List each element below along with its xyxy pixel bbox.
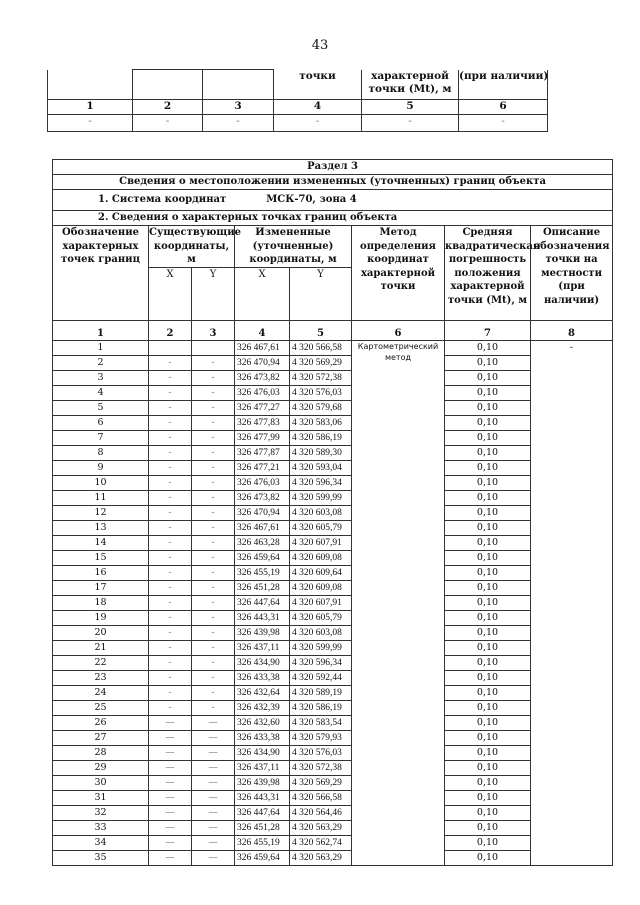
point-id: 12 <box>53 506 149 521</box>
coord-system-value: МСК-70, зона 4 <box>266 194 357 206</box>
existing-x: - <box>149 401 192 416</box>
header-y: Y <box>192 268 235 321</box>
existing-x: - <box>149 701 192 716</box>
point-id: 33 <box>53 821 149 836</box>
error-value: 0,10 <box>445 821 531 836</box>
table-row <box>53 596 613 611</box>
existing-y: - <box>192 446 235 461</box>
changed-x: 326 470,94 <box>235 356 290 371</box>
existing-x: - <box>149 416 192 431</box>
error-value: 0,10 <box>445 371 531 386</box>
section-title: Раздел 3 <box>53 160 613 175</box>
changed-x: 326 437,11 <box>235 761 290 776</box>
existing-x: - <box>149 506 192 521</box>
changed-y: 4 320 586,19 <box>290 701 352 716</box>
coord-system-row <box>53 190 613 211</box>
point-id: 5 <box>53 401 149 416</box>
existing-x: - <box>149 641 192 656</box>
table-row <box>53 851 613 866</box>
changed-y: 4 320 589,30 <box>290 446 352 461</box>
existing-y: - <box>192 386 235 401</box>
point-id: 25 <box>53 701 149 716</box>
error-value: 0,10 <box>445 386 531 401</box>
section-3-table <box>52 159 613 866</box>
point-id: 31 <box>53 791 149 806</box>
existing-y: - <box>192 596 235 611</box>
point-id: 19 <box>53 611 149 626</box>
point-id: 4 <box>53 386 149 401</box>
col-number: 4 <box>274 100 362 115</box>
table-row <box>53 386 613 401</box>
error-value: 0,10 <box>445 431 531 446</box>
changed-y: 4 320 569,29 <box>290 776 352 791</box>
changed-x: 326 443,31 <box>235 611 290 626</box>
changed-y: 4 320 609,08 <box>290 551 352 566</box>
col-number: 5 <box>362 100 459 115</box>
changed-y: 4 320 603,08 <box>290 506 352 521</box>
table-row <box>53 776 613 791</box>
table-row <box>53 731 613 746</box>
existing-y: — <box>192 761 235 776</box>
existing-x: - <box>149 581 192 596</box>
changed-y: 4 320 563,29 <box>290 821 352 836</box>
error-value: 0,10 <box>445 656 531 671</box>
cell: - <box>459 115 548 132</box>
existing-y: - <box>192 491 235 506</box>
changed-x: 326 470,94 <box>235 506 290 521</box>
existing-y: - <box>192 461 235 476</box>
existing-x: - <box>149 686 192 701</box>
header-error: Средняя квадратическая погрешность положения характерной точки (Mt), м <box>445 226 531 321</box>
error-value: 0,10 <box>445 851 531 866</box>
existing-y: - <box>192 566 235 581</box>
changed-x: 326 455,19 <box>235 836 290 851</box>
existing-x: - <box>149 386 192 401</box>
error-value: 0,10 <box>445 611 531 626</box>
existing-x: — <box>149 776 192 791</box>
table-row <box>53 536 613 551</box>
changed-y: 4 320 572,38 <box>290 761 352 776</box>
error-value: 0,10 <box>445 341 531 356</box>
changed-x: 326 432,64 <box>235 686 290 701</box>
changed-x: 326 439,98 <box>235 776 290 791</box>
point-id: 29 <box>53 761 149 776</box>
col-number: 1 <box>48 100 133 115</box>
changed-y: 4 320 569,29 <box>290 356 352 371</box>
error-value: 0,10 <box>445 356 531 371</box>
col-number: 8 <box>531 321 613 341</box>
point-id: 7 <box>53 431 149 446</box>
col-number: 4 <box>235 321 290 341</box>
header-cell: точки <box>274 70 362 100</box>
existing-y: — <box>192 836 235 851</box>
point-id: 23 <box>53 671 149 686</box>
point-id: 17 <box>53 581 149 596</box>
existing-y: - <box>192 551 235 566</box>
error-value: 0,10 <box>445 716 531 731</box>
existing-x: - <box>149 521 192 536</box>
existing-y: — <box>192 746 235 761</box>
error-value: 0,10 <box>445 476 531 491</box>
section-subtitle: Сведения о местоположении измененных (уточненных) границ объекта <box>53 175 613 190</box>
point-id: 2 <box>53 356 149 371</box>
point-id: 1 <box>53 341 149 356</box>
col-number: 6 <box>352 321 445 341</box>
error-value: 0,10 <box>445 701 531 716</box>
changed-x: 326 463,28 <box>235 536 290 551</box>
error-value: 0,10 <box>445 506 531 521</box>
changed-x: 326 432,60 <box>235 716 290 731</box>
changed-x: 326 477,83 <box>235 416 290 431</box>
cell: - <box>203 115 274 132</box>
changed-y: 4 320 563,29 <box>290 851 352 866</box>
table-row <box>53 656 613 671</box>
coord-system-label: 1. Система координат <box>98 194 227 206</box>
table-row <box>53 641 613 656</box>
changed-x: 326 459,64 <box>235 551 290 566</box>
table-row <box>53 461 613 476</box>
changed-y: 4 320 603,08 <box>290 626 352 641</box>
error-value: 0,10 <box>445 626 531 641</box>
existing-y: - <box>192 416 235 431</box>
existing-x: - <box>149 536 192 551</box>
error-value: 0,10 <box>445 536 531 551</box>
header-point: Обозначение характерных точек границ <box>53 226 149 321</box>
changed-x: 326 433,38 <box>235 671 290 686</box>
point-id: 27 <box>53 731 149 746</box>
point-id: 32 <box>53 806 149 821</box>
header-x: X <box>149 268 192 321</box>
table-row <box>53 686 613 701</box>
table-row <box>53 806 613 821</box>
table-row <box>53 761 613 776</box>
col-number: 3 <box>203 100 274 115</box>
existing-y: — <box>192 731 235 746</box>
table-row <box>53 746 613 761</box>
point-id: 21 <box>53 641 149 656</box>
table-row <box>53 626 613 641</box>
cell: - <box>362 115 459 132</box>
header-cell: (при наличии) <box>459 70 548 100</box>
existing-y: - <box>192 401 235 416</box>
table-row <box>53 611 613 626</box>
cell: - <box>133 115 203 132</box>
header-method: Метод определения координат характерной точки <box>352 226 445 321</box>
changed-y: 4 320 596,34 <box>290 476 352 491</box>
points-label: 2. Сведения о характерных точках границ объекта <box>53 211 613 226</box>
error-value: 0,10 <box>445 731 531 746</box>
page-number: 43 <box>311 38 329 53</box>
table-row <box>53 551 613 566</box>
existing-y: - <box>192 686 235 701</box>
existing-y: - <box>192 656 235 671</box>
existing-x: - <box>149 431 192 446</box>
existing-y: — <box>192 716 235 731</box>
changed-y: 4 320 609,08 <box>290 581 352 596</box>
point-id: 10 <box>53 476 149 491</box>
table-row <box>53 401 613 416</box>
point-id: 18 <box>53 596 149 611</box>
changed-x: 326 434,90 <box>235 746 290 761</box>
table-row <box>53 581 613 596</box>
existing-x: - <box>149 476 192 491</box>
table-row <box>53 671 613 686</box>
existing-x: - <box>149 626 192 641</box>
changed-y: 4 320 583,54 <box>290 716 352 731</box>
changed-x: 326 451,28 <box>235 581 290 596</box>
point-id: 22 <box>53 656 149 671</box>
changed-x: 326 443,31 <box>235 791 290 806</box>
changed-y: 4 320 607,91 <box>290 536 352 551</box>
changed-y: 4 320 599,99 <box>290 641 352 656</box>
existing-y: - <box>192 701 235 716</box>
table-row <box>53 566 613 581</box>
existing-x: - <box>149 371 192 386</box>
existing-y <box>192 341 235 356</box>
changed-x: 326 477,27 <box>235 401 290 416</box>
error-value: 0,10 <box>445 416 531 431</box>
changed-y: 4 320 589,19 <box>290 686 352 701</box>
error-value: 0,10 <box>445 641 531 656</box>
table-row <box>53 791 613 806</box>
changed-y: 4 320 566,58 <box>290 791 352 806</box>
changed-x: 326 459,64 <box>235 851 290 866</box>
error-value: 0,10 <box>445 491 531 506</box>
existing-y: - <box>192 611 235 626</box>
header-description: Описание обозначения точки на местности (при наличии) <box>531 226 613 321</box>
point-id: 35 <box>53 851 149 866</box>
existing-y: — <box>192 851 235 866</box>
error-value: 0,10 <box>445 791 531 806</box>
error-value: 0,10 <box>445 566 531 581</box>
existing-x: — <box>149 761 192 776</box>
error-value: 0,10 <box>445 551 531 566</box>
table-row <box>53 371 613 386</box>
point-id: 28 <box>53 746 149 761</box>
point-id: 6 <box>53 416 149 431</box>
changed-y: 4 320 599,99 <box>290 491 352 506</box>
table-row <box>53 416 613 431</box>
existing-y: - <box>192 431 235 446</box>
existing-x: - <box>149 461 192 476</box>
changed-x: 326 447,64 <box>235 596 290 611</box>
existing-x: - <box>149 671 192 686</box>
table-row <box>53 506 613 521</box>
changed-x: 326 455,19 <box>235 566 290 581</box>
point-id: 3 <box>53 371 149 386</box>
point-id: 16 <box>53 566 149 581</box>
existing-x: — <box>149 791 192 806</box>
changed-x: 326 447,64 <box>235 806 290 821</box>
existing-y: — <box>192 806 235 821</box>
changed-y: 4 320 586,19 <box>290 431 352 446</box>
existing-y: - <box>192 581 235 596</box>
error-value: 0,10 <box>445 761 531 776</box>
existing-x: — <box>149 746 192 761</box>
changed-x: 326 476,03 <box>235 386 290 401</box>
changed-x: 326 477,99 <box>235 431 290 446</box>
error-value: 0,10 <box>445 806 531 821</box>
error-value: 0,10 <box>445 581 531 596</box>
table-row <box>53 491 613 506</box>
changed-y: 4 320 572,38 <box>290 371 352 386</box>
existing-y: - <box>192 356 235 371</box>
header-cell <box>48 70 133 100</box>
existing-y: - <box>192 476 235 491</box>
existing-x: - <box>149 596 192 611</box>
changed-x: 326 473,82 <box>235 371 290 386</box>
col-number: 6 <box>459 100 548 115</box>
existing-x: — <box>149 716 192 731</box>
changed-y: 4 320 576,03 <box>290 386 352 401</box>
existing-x: — <box>149 821 192 836</box>
error-value: 0,10 <box>445 836 531 851</box>
table-row <box>53 476 613 491</box>
error-value: 0,10 <box>445 746 531 761</box>
header-cell: характерной точки (Mt), м <box>362 70 459 100</box>
existing-y: - <box>192 641 235 656</box>
existing-x: - <box>149 611 192 626</box>
point-id: 26 <box>53 716 149 731</box>
error-value: 0,10 <box>445 446 531 461</box>
changed-y: 4 320 583,06 <box>290 416 352 431</box>
error-value: 0,10 <box>445 521 531 536</box>
point-id: 14 <box>53 536 149 551</box>
error-value: 0,10 <box>445 401 531 416</box>
changed-y: 4 320 596,34 <box>290 656 352 671</box>
changed-y: 4 320 607,91 <box>290 596 352 611</box>
description-cell: - <box>531 341 613 866</box>
point-id: 8 <box>53 446 149 461</box>
table-row <box>53 431 613 446</box>
existing-x <box>149 341 192 356</box>
existing-y: — <box>192 776 235 791</box>
error-value: 0,10 <box>445 776 531 791</box>
table-row <box>53 821 613 836</box>
existing-y: - <box>192 506 235 521</box>
header-changed-coords: Измененные (уточненные) координаты, м <box>235 226 352 268</box>
changed-x: 326 434,90 <box>235 656 290 671</box>
table-row <box>53 356 613 371</box>
existing-x: - <box>149 446 192 461</box>
header-cell <box>133 70 203 100</box>
existing-x: — <box>149 806 192 821</box>
existing-x: - <box>149 356 192 371</box>
error-value: 0,10 <box>445 596 531 611</box>
existing-y: - <box>192 626 235 641</box>
changed-x: 326 473,82 <box>235 491 290 506</box>
point-id: 13 <box>53 521 149 536</box>
changed-y: 4 320 605,79 <box>290 611 352 626</box>
error-value: 0,10 <box>445 686 531 701</box>
changed-x: 326 451,28 <box>235 821 290 836</box>
header-x: X <box>235 268 290 321</box>
col-number: 7 <box>445 321 531 341</box>
cell: - <box>274 115 362 132</box>
existing-y: - <box>192 536 235 551</box>
existing-y: - <box>192 521 235 536</box>
point-id: 20 <box>53 626 149 641</box>
point-id: 15 <box>53 551 149 566</box>
changed-y: 4 320 579,68 <box>290 401 352 416</box>
changed-x: 326 437,11 <box>235 641 290 656</box>
changed-y: 4 320 593,04 <box>290 461 352 476</box>
existing-y: — <box>192 821 235 836</box>
col-number: 5 <box>290 321 352 341</box>
changed-y: 4 320 605,79 <box>290 521 352 536</box>
changed-y: 4 320 592,44 <box>290 671 352 686</box>
table-row <box>53 836 613 851</box>
existing-x: - <box>149 566 192 581</box>
existing-y: — <box>192 791 235 806</box>
changed-y: 4 320 564,46 <box>290 806 352 821</box>
existing-x: - <box>149 656 192 671</box>
changed-x: 326 477,87 <box>235 446 290 461</box>
col-number: 2 <box>133 100 203 115</box>
header-existing-coords: Существующие координаты, м <box>149 226 235 268</box>
changed-y: 4 320 576,03 <box>290 746 352 761</box>
changed-x: 326 433,38 <box>235 731 290 746</box>
previous-table-fragment <box>47 69 548 132</box>
existing-x: - <box>149 551 192 566</box>
method-cell: Картометрический метод <box>352 341 445 866</box>
point-id: 24 <box>53 686 149 701</box>
col-number: 2 <box>149 321 192 341</box>
changed-y: 4 320 579,93 <box>290 731 352 746</box>
existing-x: — <box>149 731 192 746</box>
changed-x: 326 467,61 <box>235 521 290 536</box>
existing-y: - <box>192 371 235 386</box>
changed-x: 326 477,21 <box>235 461 290 476</box>
point-id: 34 <box>53 836 149 851</box>
header-y: Y <box>290 268 352 321</box>
col-number: 3 <box>192 321 235 341</box>
changed-x: 326 432,39 <box>235 701 290 716</box>
existing-y: - <box>192 671 235 686</box>
table-row <box>53 701 613 716</box>
point-id: 30 <box>53 776 149 791</box>
changed-x: 326 476,03 <box>235 476 290 491</box>
changed-x: 326 467,61 <box>235 341 290 356</box>
col-number: 1 <box>53 321 149 341</box>
changed-y: 4 320 609,64 <box>290 566 352 581</box>
existing-x: — <box>149 851 192 866</box>
header-cell <box>203 70 274 100</box>
table-row <box>53 341 613 356</box>
changed-x: 326 439,98 <box>235 626 290 641</box>
existing-x: - <box>149 491 192 506</box>
point-id: 9 <box>53 461 149 476</box>
table-row <box>53 716 613 731</box>
existing-x: — <box>149 836 192 851</box>
point-id: 11 <box>53 491 149 506</box>
changed-y: 4 320 562,74 <box>290 836 352 851</box>
changed-y: 4 320 566,58 <box>290 341 352 356</box>
table-row <box>53 446 613 461</box>
cell: - <box>48 115 133 132</box>
error-value: 0,10 <box>445 461 531 476</box>
error-value: 0,10 <box>445 671 531 686</box>
table-row <box>53 521 613 536</box>
